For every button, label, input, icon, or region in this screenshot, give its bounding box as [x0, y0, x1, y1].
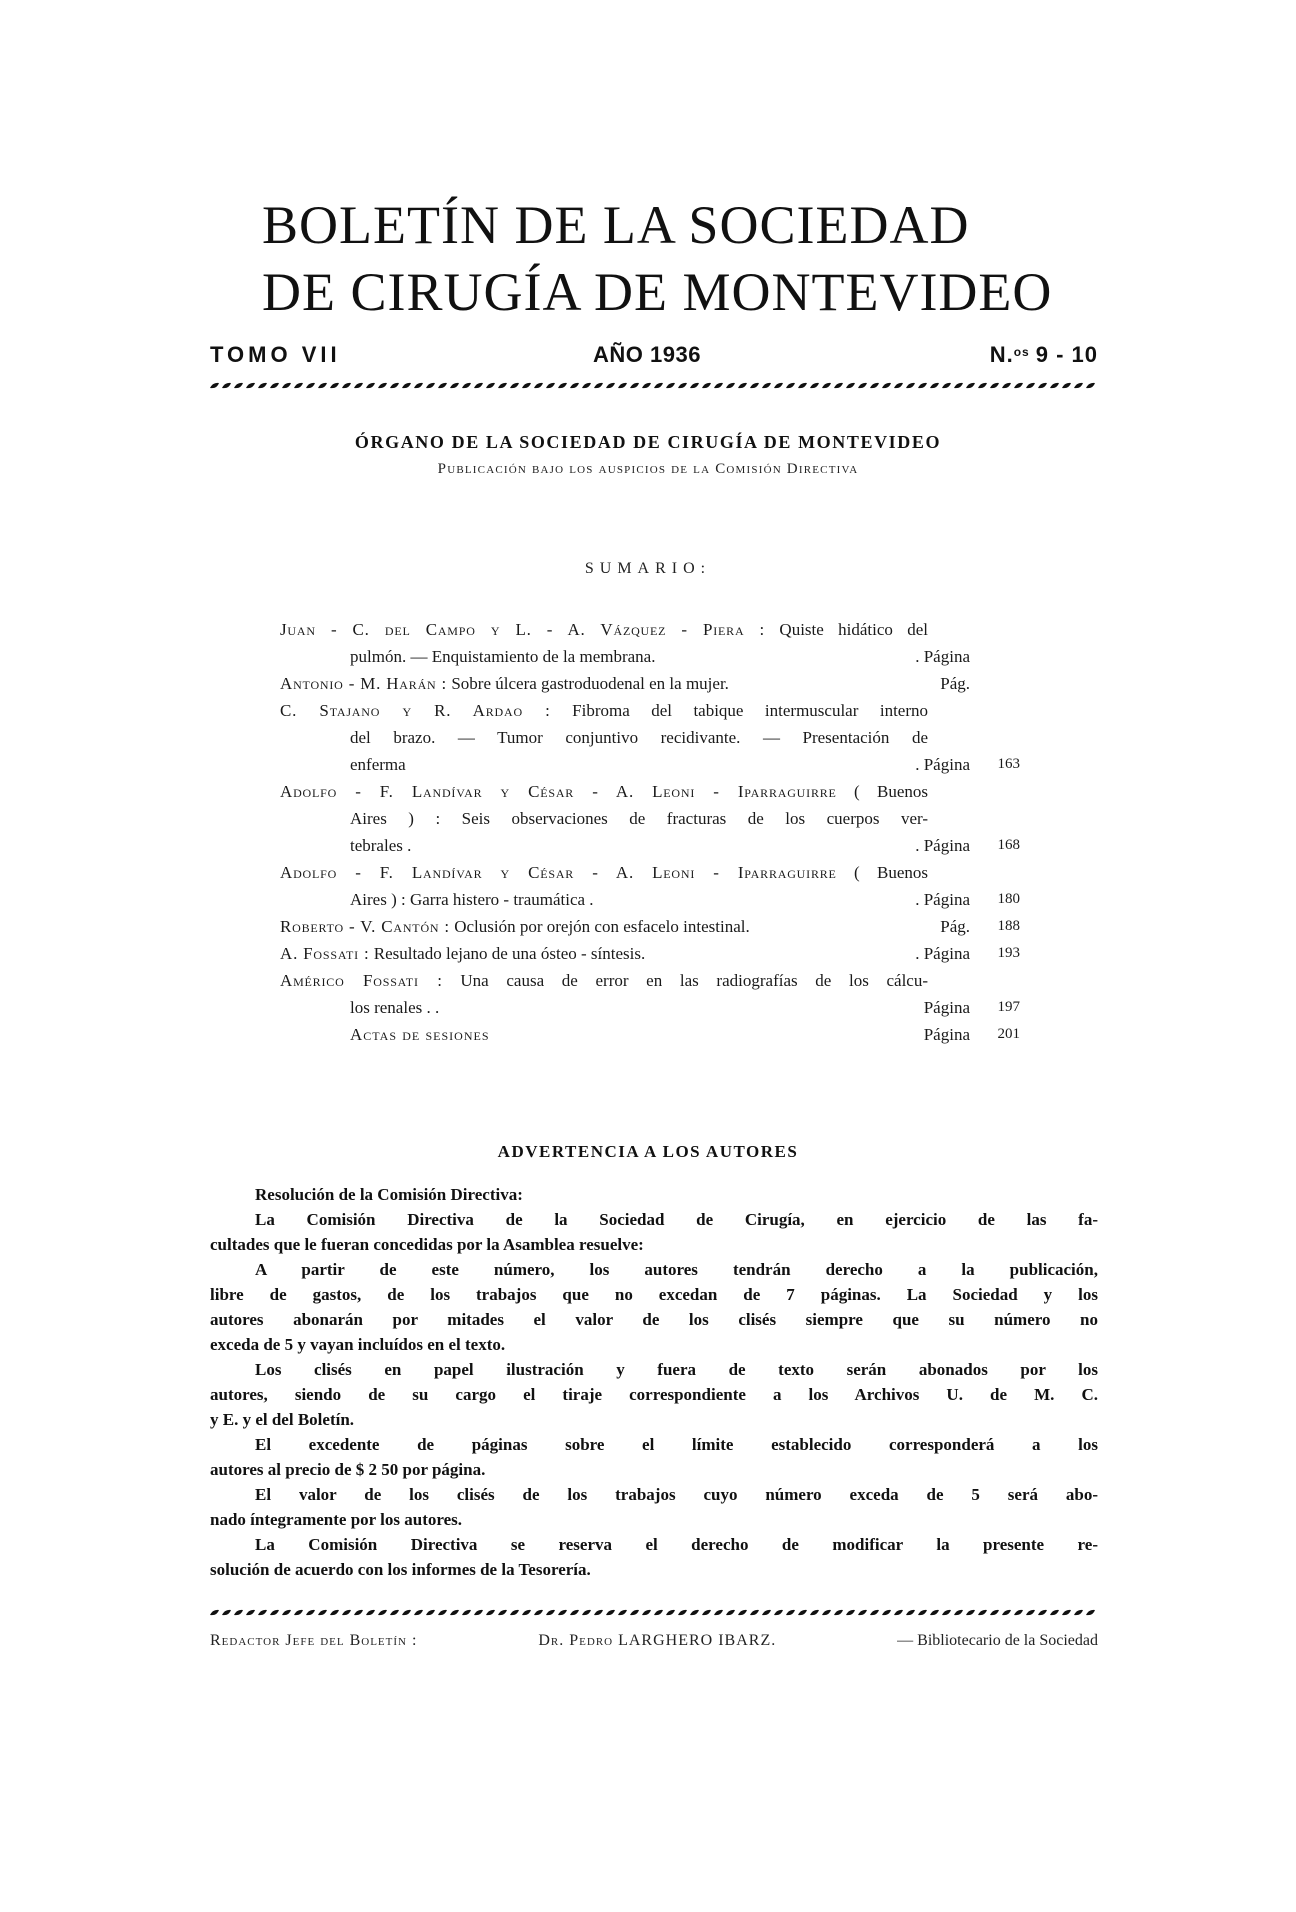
summary-entry-text	[280, 967, 928, 994]
page-number: 197	[997, 999, 1020, 1015]
summary-line	[280, 697, 1020, 724]
notice-line	[210, 1382, 1098, 1407]
summary-line	[280, 751, 1020, 778]
summary-entry-text	[350, 886, 594, 913]
page-label: Pág.	[940, 917, 970, 936]
summary-entry-text	[280, 670, 729, 697]
notice-line-text: Los clisés en papel ilustración y fuera de texto serán abonados por los	[255, 1360, 1098, 1379]
summary-author: Américo Fossati :	[280, 971, 443, 990]
summary-entry-text	[350, 832, 411, 859]
notice-line	[210, 1232, 1098, 1257]
rope-ornament-icon	[210, 1608, 1098, 1618]
notice-line-text: La Comisión Directiva de la Sociedad de Cirugía, en ejercicio de las fa-	[255, 1210, 1098, 1229]
volume-label: TOMO VII	[210, 342, 341, 367]
summary-line	[280, 994, 1020, 1021]
ornamental-rule-bottom	[210, 1608, 1098, 1618]
summary-author: Antonio - M. Harán :	[280, 674, 448, 693]
summary-entry-text	[350, 643, 655, 670]
page-label: . Página	[915, 890, 970, 909]
summary-author: Adolfo - F. Landívar y César - A. Leoni - Iparraguirre	[280, 782, 837, 801]
notice-line-text: solución de acuerdo con los informes de la Tesorería.	[210, 1560, 591, 1579]
issue-info-row	[210, 342, 1098, 368]
summary-title-text: Quiste hidático del	[765, 620, 928, 639]
notice-line	[210, 1457, 1098, 1482]
notice-title: ADVERTENCIA A LOS AUTORES	[497, 1142, 799, 1161]
journal-title-line-2: DE CIRUGÍA DE MONTEVIDEO	[262, 262, 1053, 322]
notice-line	[210, 1407, 1098, 1432]
page-number: 168	[997, 837, 1020, 853]
summary-line	[280, 940, 1020, 967]
publication-subheading: Publicación bajo los auspicios de la Comisión Directiva	[437, 461, 859, 477]
page-number: 163	[997, 756, 1020, 772]
summary-entry-text	[350, 724, 928, 751]
summary-author: A. Fossati :	[280, 944, 370, 963]
summary-title: SUMARIO:	[584, 560, 712, 577]
editor-name: Dr. Pedro LARGHERO IBARZ.	[538, 1632, 777, 1649]
page-label: . Página	[915, 647, 970, 666]
summary-line	[280, 643, 1020, 670]
ornamental-rule-top	[210, 381, 1098, 391]
summary-title-text: pulmón. — Enquistamiento de la membrana.	[350, 647, 656, 666]
summary-author: Juan - C. del Campo y L. - A. Vázquez - Piera :	[280, 620, 766, 639]
notice-line-text: autores al precio de $ 2 50 por página.	[210, 1460, 486, 1479]
summary-author: C. Stajano y R. Ardao :	[280, 701, 551, 720]
summary-entry-text	[280, 778, 928, 805]
summary-title-text: Aires ) : Garra histero - traumática .	[350, 890, 594, 909]
summary-entry-text	[350, 1021, 490, 1048]
page-label: Página	[923, 998, 970, 1017]
notice-line-text: La Comisión Directiva se reserva el derecho de modificar la presente re-	[255, 1535, 1098, 1554]
notice-line	[210, 1532, 1098, 1557]
summary-entry-text	[280, 940, 645, 967]
notice-line	[210, 1182, 1098, 1207]
notice-line	[210, 1307, 1098, 1332]
summary-entry-text	[280, 697, 928, 724]
summary-line	[280, 778, 1020, 805]
notice-line-text: El valor de los clisés de los trabajos cuyo número exceda de 5 será abo-	[255, 1485, 1098, 1504]
summary-title-text: Aires ) : Seis observaciones de fracturas de los cuerpos ver-	[350, 809, 928, 828]
journal-title-line-1: BOLETÍN DE LA SOCIEDAD	[262, 195, 970, 255]
issue-number-value: 9 - 10	[1035, 342, 1098, 367]
issue-number	[990, 342, 1098, 368]
notice-line-text: exceda de 5 y vayan incluídos en el texto.	[210, 1335, 506, 1354]
summary-title-text: ( Buenos	[836, 782, 928, 801]
summary-entry-text	[350, 994, 439, 1021]
summary-title-text: del brazo. — Tumor conjuntivo recidivante. — Presentación de	[350, 728, 928, 747]
summary-title-text: Una causa de error en las radiografías de los cálcu-	[442, 971, 929, 990]
notice-line-text: autores, siendo de su cargo el tiraje correspondiente a los Archivos U. de M. C.	[210, 1385, 1098, 1404]
notice-line	[210, 1357, 1098, 1382]
page-label: Pág.	[940, 674, 970, 693]
notice-body	[210, 1182, 1098, 1582]
summary-line	[280, 859, 1020, 886]
summary-title-text: ( Buenos	[836, 863, 928, 882]
summary-line	[280, 724, 1020, 751]
summary-entry-text	[280, 616, 928, 643]
notice-line	[210, 1432, 1098, 1457]
page-label: . Página	[915, 836, 970, 855]
issue-number-prefix: N.	[989, 342, 1014, 367]
notice-line	[210, 1207, 1098, 1232]
summary-entry-text	[350, 751, 406, 778]
notice-line-text: cultades que le fueran concedidas por la Asamblea resuelve:	[210, 1235, 644, 1254]
summary-line	[280, 913, 1020, 940]
summary-entry-text	[350, 805, 928, 832]
notice-line-text: nado íntegramente por los autores.	[210, 1510, 463, 1529]
summary-title-text: Fibroma del tabique intermuscular interno	[550, 701, 928, 720]
summary-author: Adolfo - F. Landívar y César - A. Leoni - Iparraguirre	[280, 863, 837, 882]
notice-line	[210, 1557, 1098, 1582]
summary-title-text: Resultado lejano de una ósteo - síntesis.	[369, 944, 646, 963]
notice-line	[210, 1332, 1098, 1357]
summary-entry-text	[280, 913, 750, 940]
summary-title-text: tebrales .	[350, 836, 412, 855]
page-number: 193	[997, 945, 1020, 961]
summary-title-text: Sobre úlcera gastroduodenal en la mujer.	[447, 674, 729, 693]
editor-role: — Bibliotecario de la Sociedad	[897, 1632, 1098, 1649]
issue-number-superscript: os	[1013, 345, 1030, 359]
notice-line	[210, 1507, 1098, 1532]
rope-ornament-icon	[210, 381, 1098, 391]
organ-heading: ÓRGANO DE LA SOCIEDAD DE CIRUGÍA DE MONTEVIDEO	[354, 432, 942, 452]
summary-line	[280, 967, 1020, 994]
summary-title-text: Oclusión por orejón con esfacelo intestinal.	[449, 917, 750, 936]
summary-line	[280, 670, 1020, 697]
notice-line	[210, 1257, 1098, 1282]
page-label: . Página	[915, 755, 970, 774]
notice-line	[210, 1482, 1098, 1507]
page-number: 188	[997, 918, 1020, 934]
page-label: . Página	[915, 944, 970, 963]
notice-line	[210, 1282, 1098, 1307]
summary-line	[280, 886, 1020, 913]
summary-title-text: los renales . .	[350, 998, 440, 1017]
summary-line	[280, 805, 1020, 832]
footer-credits	[210, 1632, 1098, 1650]
editor-label: Redactor Jefe del Boletín :	[210, 1632, 418, 1649]
notice-line-text: El excedente de páginas sobre el límite establecido corresponderá a los	[255, 1435, 1098, 1454]
page-number: 180	[997, 891, 1020, 907]
notice-line-text: y E. y el del Boletín.	[210, 1410, 355, 1429]
page-number: 201	[997, 1026, 1020, 1042]
page-label: Página	[923, 1025, 970, 1044]
summary-line	[280, 1021, 1020, 1048]
notice-line-text: libre de gastos, de los trabajos que no excedan de 7 páginas. La Sociedad y los	[210, 1285, 1098, 1304]
notice-line-text: A partir de este número, los autores tendrán derecho a la publicación,	[255, 1260, 1098, 1279]
summary-line	[280, 616, 1020, 643]
notice-line-text: Resolución de la Comisión Directiva:	[255, 1185, 523, 1204]
year-label: AÑO 1936	[593, 342, 701, 367]
summary-author: Roberto - V. Cantón :	[280, 917, 450, 936]
summary-list	[280, 616, 1020, 1048]
summary-title-text: enferma	[350, 755, 406, 774]
notice-line-text: autores abonarán por mitades el valor de los clisés siempre que su número no	[210, 1310, 1098, 1329]
summary-entry-text	[280, 859, 928, 886]
summary-title-text: Actas de sesiones	[350, 1025, 490, 1044]
summary-line	[280, 832, 1020, 859]
